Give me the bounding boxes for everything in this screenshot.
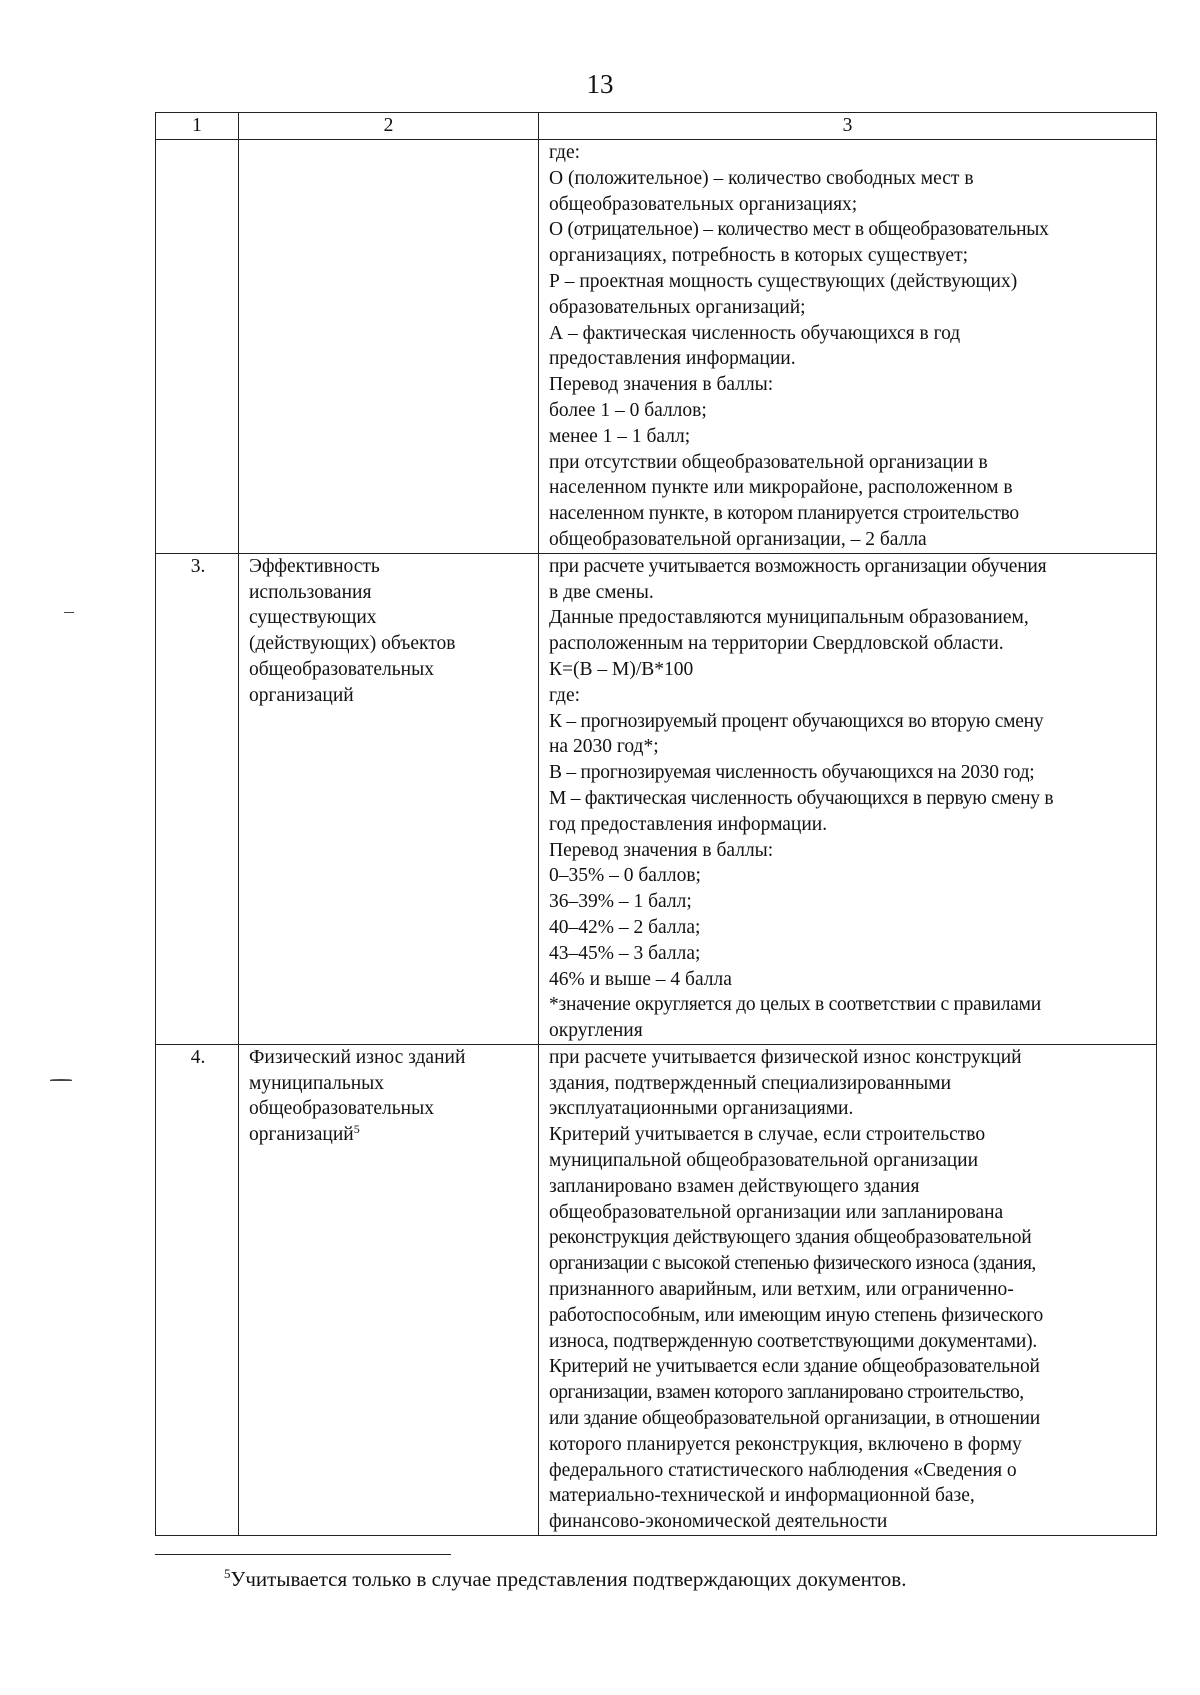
details-line: 40–42% – 2 балла;	[549, 916, 701, 938]
details-line: запланировано взамен действующего здания	[549, 1175, 920, 1197]
criteria-table	[155, 112, 1157, 1536]
details-line: на 2030 год*;	[549, 736, 659, 758]
details-line: *значение округляется до целых в соответствии с правилами	[549, 994, 1041, 1016]
details-cell	[539, 1044, 1157, 1535]
details-line: общеобразовательной организации, – 2 балла	[549, 528, 927, 550]
details-line: 0–35% – 0 баллов;	[549, 865, 701, 887]
details-line: более 1 – 0 баллов;	[549, 399, 707, 421]
page-number: 13	[586, 69, 614, 99]
details-line: расположенным на территории Свердловской области.	[549, 633, 1004, 655]
criterion-line: муниципальных	[249, 1072, 385, 1094]
details-line: Р – проектная мощность существующих (действующих)	[549, 270, 1018, 292]
criterion-cell	[239, 553, 539, 1044]
table-row	[156, 1044, 1157, 1535]
details-line: менее 1 – 1 балл;	[549, 425, 691, 447]
details-line: предоставления информации.	[549, 348, 796, 370]
footnote-ref: 5	[353, 1122, 360, 1137]
details-line: общеобразовательных организациях;	[549, 193, 858, 215]
details-line: износа, подтвержденную соответствующими документами).	[549, 1330, 1037, 1352]
column-header: 3	[539, 113, 1157, 140]
details-line: муниципальной общеобразовательной организации	[549, 1150, 979, 1172]
details-line: признанного аварийным, или ветхим, или ограниченно-	[549, 1279, 1014, 1301]
details-line: организации, взамен которого запланировано строительство,	[549, 1382, 1024, 1404]
details-line: общеобразовательной организации или запланирована	[549, 1201, 1004, 1223]
criterion-cell	[239, 140, 539, 554]
details-line: где:	[549, 142, 581, 163]
column-header: 2	[239, 113, 539, 140]
details-cell	[539, 140, 1157, 554]
details-line: федерального статистического наблюдения «Сведения о	[549, 1459, 1017, 1481]
table-row	[156, 140, 1157, 554]
details-line: М – фактическая численность обучающихся в первую смену в	[549, 787, 1054, 809]
details-line: реконструкция действующего здания общеобразовательной	[549, 1227, 1032, 1249]
details-line: Критерий учитывается в случае, если строительство	[549, 1124, 986, 1146]
details-line: Данные предоставляются муниципальным образованием,	[549, 607, 1029, 629]
row-number	[156, 140, 239, 554]
row-number: 4.	[156, 1044, 239, 1535]
details-line: Критерий не учитывается если здание общеобразовательной	[549, 1356, 1040, 1378]
details-line: Перевод значения в баллы:	[549, 839, 774, 861]
details-line: или здание общеобразовательной организации, в отношении	[549, 1408, 1040, 1430]
details-line: Перевод значения в баллы:	[549, 374, 774, 396]
details-line: при расчете учитывается возможность организации обучения	[549, 555, 1047, 577]
details-line: К=(В – М)/В*100	[549, 658, 694, 680]
criterion-line: Физический износ зданий	[249, 1046, 466, 1068]
details-line: 36–39% – 1 балл;	[549, 891, 692, 913]
details-line: где:	[549, 684, 581, 706]
details-line: О (положительное) – количество свободных мест в	[549, 167, 974, 189]
details-line: в две смены.	[549, 581, 654, 603]
details-line: организациях, потребность в которых существует;	[549, 245, 969, 267]
criterion-line	[249, 1122, 530, 1148]
criterion-line: организаций	[249, 684, 354, 706]
criterion-line: Эффективность	[249, 555, 380, 577]
details-line: эксплуатационными организациями.	[549, 1098, 854, 1120]
footnote-marker: 5	[224, 1566, 231, 1581]
details-line: при отсутствии общеобразовательной организации в	[549, 451, 988, 473]
criterion-line: общеобразовательных	[249, 658, 434, 680]
scan-mark	[64, 612, 74, 613]
details-line: финансово-экономической деятельности	[549, 1511, 888, 1533]
footnote-divider	[155, 1554, 451, 1555]
footnote	[224, 1565, 906, 1593]
details-line: населенном пункте, в котором планируется строительство	[549, 503, 1019, 525]
details-line: 46% и выше – 4 балла	[549, 968, 732, 990]
details-line: при расчете учитывается физической износ конструкций	[549, 1046, 1022, 1068]
details-line: организации с высокой степенью физического износа (здания,	[549, 1253, 1036, 1275]
details-line: материально-технической и информационной базе,	[549, 1485, 975, 1507]
column-header: 1	[156, 113, 239, 140]
details-line: которого планируется реконструкция, включено в форму	[549, 1433, 1022, 1455]
criterion-text: организаций	[249, 1124, 354, 1146]
details-line: здания, подтвержденный специализированными	[549, 1072, 952, 1094]
criterion-cell	[239, 1044, 539, 1535]
criterion-line: использования	[249, 581, 372, 603]
details-line: А – фактическая численность обучающихся в год	[549, 322, 961, 344]
footnote-text: Учитывается только в случае представления подтверждающих документов.	[230, 1567, 907, 1591]
criterion-line: общеобразовательных	[249, 1098, 434, 1120]
details-line: год предоставления информации.	[549, 813, 828, 835]
details-line: О (отрицательное) – количество мест в общеобразовательных	[549, 219, 1049, 241]
details-line: работоспособным, или имеющим иную степень физического	[549, 1304, 1043, 1326]
criterion-line: существующих	[249, 607, 377, 629]
scan-mark	[50, 1079, 72, 1081]
details-line: В – прогнозируемая численность обучающихся на 2030 год;	[549, 762, 1035, 784]
details-line: образовательных организаций;	[549, 296, 806, 318]
details-line: округления	[549, 1020, 643, 1042]
details-line: 43–45% – 3 балла;	[549, 942, 701, 964]
details-line: К – прогнозируемый процент обучающихся во вторую смену	[549, 710, 1044, 732]
details-line: населенном пункте или микрорайоне, расположенном в	[549, 477, 1013, 499]
table-row	[156, 553, 1157, 1044]
row-number: 3.	[156, 553, 239, 1044]
table-header-row	[156, 113, 1157, 140]
details-cell	[539, 553, 1157, 1044]
criterion-line: (действующих) объектов	[249, 633, 456, 655]
